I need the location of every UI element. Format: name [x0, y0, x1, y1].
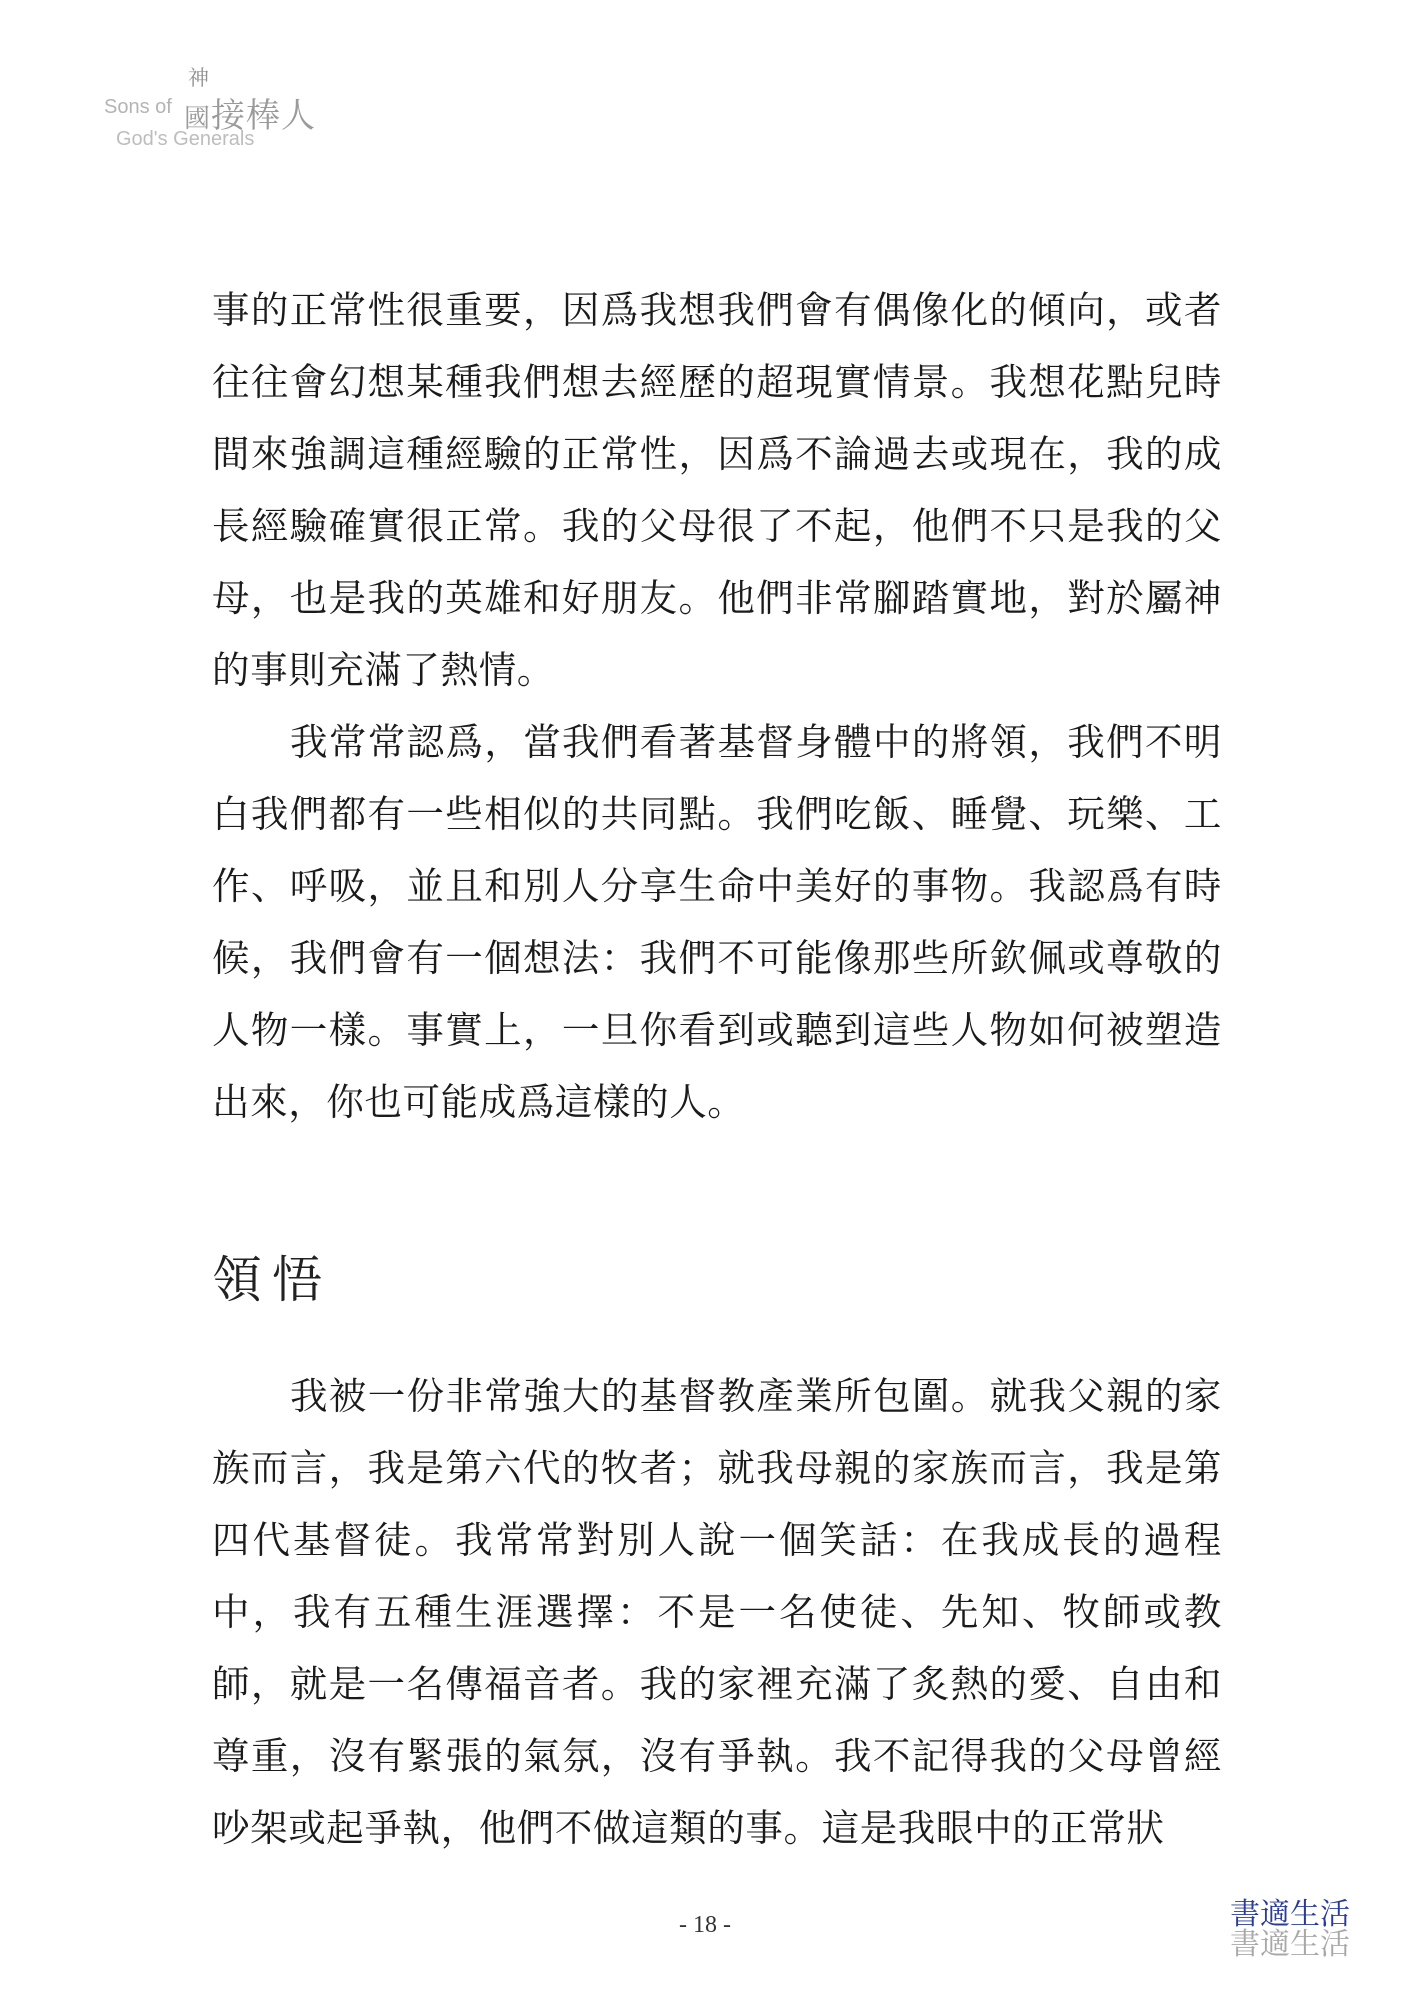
logo-guo-char: 國 — [184, 104, 212, 134]
logo-shen-char: 神 — [188, 66, 209, 90]
section-1-body — [212, 274, 1222, 1138]
publisher-logo — [100, 62, 340, 152]
logo-sons-of: Sons of — [104, 96, 172, 118]
paragraph-1: 事的正常性很重要，因爲我想我們會有偶像化的傾向，或者往往會幻想某種我們想去經歷的超現實情景。我想花點兒時間來強調這種經驗的正常性，因爲不論過去或現在，我的成長經驗確實很正常。我的父母很了不起，他們不只是我的父母，也是我的英雄和好朋友。他們非常腳踏實地，對於屬神的事則充滿了熱情。 — [212, 288, 1222, 692]
section-heading: 領悟 — [212, 1251, 332, 1309]
page-number: - 18 - — [679, 1912, 731, 1938]
paragraph-2: 我常常認爲，當我們看著基督身體中的將領，我們不明白我們都有一些相似的共同點。我們吃飯、睡覺、玩樂、工作、呼吸，並且和別人分享生命中美好的事物。我認爲有時候，我們會有一個想法：我們不可能像那些所欽佩或尊敬的人物一樣。事實上，一旦你看到或聽到這些人物如何被塑造出來，你也可能成爲這樣的人。 — [212, 720, 1222, 1124]
logo-jie-bang-ren: 接棒人 — [211, 96, 317, 136]
logo-gods-generals: God's Generals — [116, 128, 255, 150]
paragraph-3: 我被一份非常強大的基督教產業所包圍。就我父親的家族而言，我是第六代的牧者；就我母親的家族而言，我是第四代基督徒。我常常對別人說一個笑話：在我成長的過程中，我有五種生涯選擇：不是一名使徒、先知、牧師或教師，就是一名傳福音者。我的家裡充滿了炙熱的愛、自由和尊重，沒有緊張的氣氛，沒有爭執。我不記得我的父母曾經吵架或起爭執，他們不做這類的事。這是我眼中的正常狀 — [212, 1374, 1222, 1850]
brand-line-1: 書適生活 — [1230, 1897, 1350, 1932]
section-2-body — [212, 1360, 1222, 1864]
brand-line-2: 書適生活 — [1230, 1927, 1350, 1962]
brand-watermark — [1230, 1897, 1350, 1962]
